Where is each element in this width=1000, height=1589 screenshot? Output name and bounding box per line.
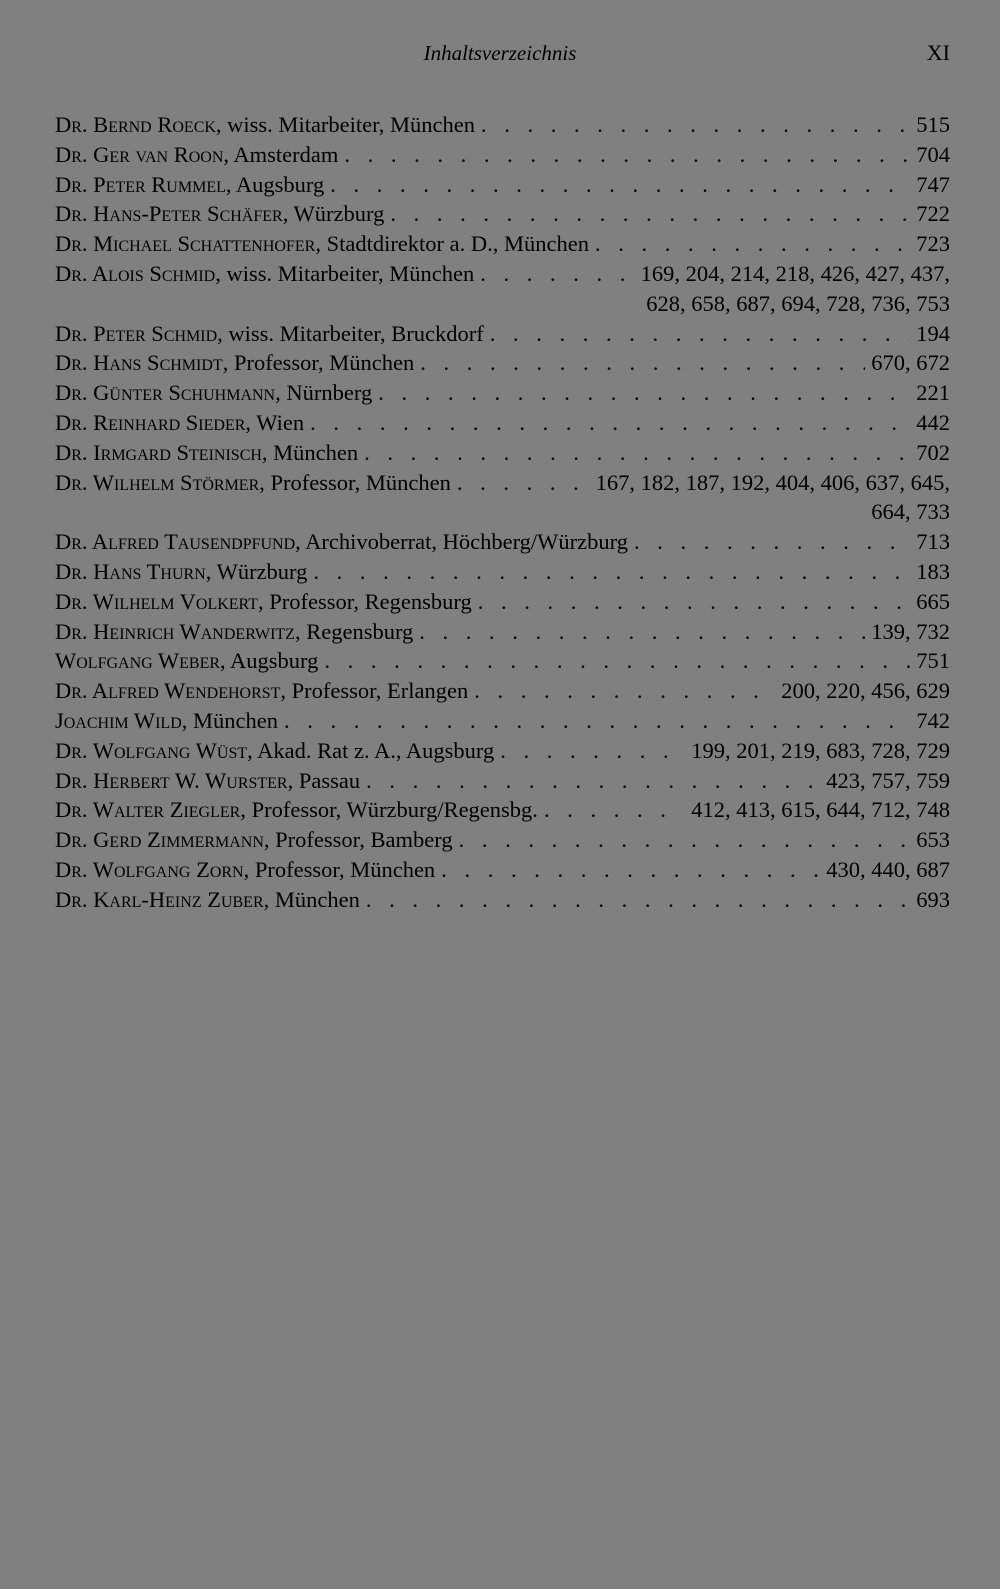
contributor-name <box>55 617 413 647</box>
page-references: 412, 413, 615, 644, 712, 748 <box>691 797 950 823</box>
contributor-affiliation: , Nürnberg <box>275 380 373 406</box>
contributor-entry <box>55 587 950 617</box>
dot-leader <box>595 229 910 259</box>
contributor-entry <box>55 259 950 289</box>
contributor-affiliation: , Akad. Rat z. A., Augsburg <box>247 737 495 763</box>
contributor-name-smallcaps: Dr. Peter Schmid <box>55 320 218 346</box>
contributor-name <box>55 438 358 468</box>
contributor-entry <box>55 140 950 170</box>
dot-leader <box>457 468 590 498</box>
dot-leader <box>420 348 865 378</box>
contributor-entry <box>55 170 950 200</box>
dot-leader <box>324 646 910 676</box>
contributor-affiliation: , Professor, Würzburg/Regensbg. <box>240 797 538 823</box>
contributor-affiliation: , Stadtdirektor a. D., München <box>315 231 590 257</box>
contributor-entry <box>55 617 950 647</box>
contributor-name-smallcaps: Dr. Wilhelm Volkert <box>55 588 259 614</box>
contributor-entry <box>55 706 950 736</box>
contributor-name <box>55 855 435 885</box>
contributor-entry <box>55 408 950 438</box>
contributor-entry <box>55 885 950 915</box>
dot-leader <box>364 438 910 468</box>
contributor-name-smallcaps: Dr. Michael Schattenhofer <box>55 231 316 257</box>
contributor-name <box>55 766 360 796</box>
contributors-list <box>55 110 950 915</box>
contributor-entry <box>55 557 950 587</box>
page-references: 515 <box>916 112 950 137</box>
contributor-affiliation: , wiss. Mitarbeiter, München <box>215 260 475 286</box>
contributor-name <box>55 319 484 349</box>
contributor-name <box>55 140 338 170</box>
page-references: 194 <box>916 320 950 346</box>
contributor-name <box>55 170 324 200</box>
contributor-name <box>55 587 472 617</box>
contributor-entry <box>55 736 950 766</box>
page-references: 693 <box>916 886 950 912</box>
page-references-continued: 664, 733 <box>871 499 950 525</box>
contributor-name <box>55 885 360 915</box>
dot-leader <box>481 110 910 140</box>
contributor-name <box>55 527 628 557</box>
contributor-entry <box>55 348 950 378</box>
contributor-name-smallcaps: Dr. Alois Schmid <box>55 260 216 286</box>
contributor-affiliation: , wiss. Mitarbeiter, München <box>215 112 475 137</box>
contributor-affiliation: , Augsburg <box>225 171 325 197</box>
contributor-name-smallcaps: Dr. Gerd Zimmermann <box>55 827 264 853</box>
page-references: 670, 672 <box>871 350 950 376</box>
dot-leader <box>500 736 685 766</box>
contributor-entry <box>55 378 950 408</box>
contributor-entry <box>55 199 950 229</box>
contributor-name-smallcaps: Dr. Peter Rummel <box>55 171 226 197</box>
contributor-name-smallcaps: Wolfgang Weber <box>55 648 221 674</box>
dot-leader <box>634 527 910 557</box>
contributor-name <box>55 736 494 766</box>
contributor-entry <box>55 855 950 885</box>
contributor-name-smallcaps: Dr. Wilhelm Störmer <box>55 469 260 495</box>
contributor-affiliation: , Passau <box>287 767 361 793</box>
dot-leader <box>419 617 865 647</box>
contributor-affiliation: , Professor, München <box>222 350 415 376</box>
dot-leader <box>474 676 775 706</box>
contributor-entry <box>55 766 950 796</box>
contributor-name-smallcaps: Dr. Wolfgang Zorn <box>55 856 244 882</box>
page-references: 199, 201, 219, 683, 728, 729 <box>691 737 950 763</box>
contributor-name <box>55 378 372 408</box>
page-number: XI <box>926 40 950 65</box>
contributor-name <box>55 408 304 438</box>
contributor-name-smallcaps: Dr. Hans-Peter Schäfer <box>55 201 283 227</box>
contributor-entry <box>55 468 950 498</box>
contributor-name-smallcaps: Dr. Ger van Roon <box>55 141 224 167</box>
contributor-affiliation: , München <box>263 886 360 912</box>
contributor-affiliation: , Regensburg <box>294 618 414 644</box>
page-references: 221 <box>916 380 950 406</box>
page-references: 423, 757, 759 <box>826 767 950 793</box>
running-title: Inhaltsverzeichnis <box>423 41 577 65</box>
contributor-affiliation: , Würzburg <box>282 201 385 227</box>
dot-leader <box>366 885 910 915</box>
contributor-name <box>55 199 384 229</box>
dot-leader <box>480 259 634 289</box>
contributor-name-smallcaps: Joachim Wild <box>55 707 182 733</box>
contributor-entry <box>55 646 950 676</box>
dot-leader <box>441 855 820 885</box>
contributor-entry <box>55 676 950 706</box>
contributor-name <box>55 557 307 587</box>
page-references: 183 <box>916 558 950 584</box>
dot-leader <box>490 319 911 349</box>
contributor-affiliation: , Archivoberrat, Höchberg/Würzburg <box>295 529 628 555</box>
contributor-affiliation: , Professor, München <box>243 856 436 882</box>
contributor-name <box>55 110 475 140</box>
contributor-name-smallcaps: Dr. Karl-Heinz Zuber <box>55 886 264 912</box>
contributor-name <box>55 348 414 378</box>
page-references: 167, 182, 187, 192, 404, 406, 637, 645, <box>595 469 950 495</box>
contributor-name-smallcaps: Dr. Alfred Tausendpfund <box>55 529 296 555</box>
dot-leader <box>310 408 910 438</box>
dot-leader <box>313 557 910 587</box>
dot-leader <box>459 825 911 855</box>
contributor-name-smallcaps: Dr. Alfred Wendehorst <box>55 678 281 704</box>
contributor-entry <box>55 795 950 825</box>
page-references: 442 <box>916 409 950 435</box>
contributor-affiliation: , Amsterdam <box>223 141 339 167</box>
contributor-affiliation: , München <box>261 439 359 465</box>
contributor-entry <box>55 229 950 259</box>
page-references: 751 <box>916 648 950 674</box>
page-references: 723 <box>916 231 950 257</box>
contributor-name-smallcaps: Dr. Günter Schuhmann <box>55 380 276 406</box>
contributor-name-smallcaps: Dr. Heinrich Wanderwitz <box>55 618 295 644</box>
contributor-affiliation: , Würzburg <box>205 558 308 584</box>
page-references: 139, 732 <box>871 618 950 644</box>
page-references: 722 <box>916 201 950 227</box>
contributor-affiliation: , Augsburg <box>220 648 319 674</box>
contributor-name <box>55 468 451 498</box>
contributor-entry <box>55 319 950 349</box>
page-references: 200, 220, 456, 629 <box>781 678 950 704</box>
contributor-name-smallcaps: Dr. Bernd Roeck <box>55 112 216 137</box>
page-references-continued: 628, 658, 687, 694, 728, 736, 753 <box>646 290 950 316</box>
page-references: 702 <box>916 439 950 465</box>
contributor-name <box>55 795 538 825</box>
page-references: 742 <box>916 707 950 733</box>
page-references: 704 <box>916 141 950 167</box>
contributor-name <box>55 259 474 289</box>
dot-leader <box>544 795 685 825</box>
contributor-affiliation: , Professor, Erlangen <box>280 678 469 704</box>
contributor-affiliation: , wiss. Mitarbeiter, Bruckdorf <box>217 320 484 346</box>
dot-leader <box>330 170 910 200</box>
contributor-name-smallcaps: Dr. Walter Ziegler <box>55 797 241 823</box>
contributor-affiliation: , Professor, Regensburg <box>258 588 472 614</box>
contributor-name-smallcaps: Dr. Irmgard Steinisch <box>55 439 262 465</box>
contributor-entry <box>55 825 950 855</box>
dot-leader <box>284 706 910 736</box>
page-references: 653 <box>916 827 950 853</box>
contributor-affiliation: , München <box>181 707 278 733</box>
dot-leader <box>478 587 911 617</box>
contributor-name-smallcaps: Dr. Wolfgang Wüst <box>55 737 248 763</box>
contributor-name <box>55 825 453 855</box>
contributor-affiliation: , Wien <box>245 409 305 435</box>
contributor-entry <box>55 110 950 140</box>
contributor-name <box>55 229 589 259</box>
contributor-name-smallcaps: Dr. Hans Schmidt <box>55 350 223 376</box>
contributor-name-smallcaps: Dr. Hans Thurn <box>55 558 206 584</box>
running-head <box>0 36 1000 70</box>
contributor-name-smallcaps: Dr. Herbert W. Wurster <box>55 767 288 793</box>
contributor-name-smallcaps: Dr. Reinhard Sieder <box>55 409 246 435</box>
dot-leader <box>378 378 910 408</box>
dot-leader <box>344 140 910 170</box>
page-references: 665 <box>916 588 950 614</box>
contributor-affiliation: , Professor, München <box>259 469 451 495</box>
page-references: 430, 440, 687 <box>826 856 950 882</box>
contributor-affiliation: , Professor, Bamberg <box>263 827 453 853</box>
contributor-name <box>55 676 468 706</box>
page-references: 713 <box>916 529 950 555</box>
contributor-name <box>55 706 278 736</box>
contributor-entry <box>55 527 950 557</box>
page-references: 169, 204, 214, 218, 426, 427, 437, <box>640 260 950 286</box>
dot-leader <box>366 766 820 796</box>
page-references: 747 <box>916 171 950 197</box>
contributor-name <box>55 646 318 676</box>
dot-leader <box>390 199 910 229</box>
contributor-entry <box>55 438 950 468</box>
